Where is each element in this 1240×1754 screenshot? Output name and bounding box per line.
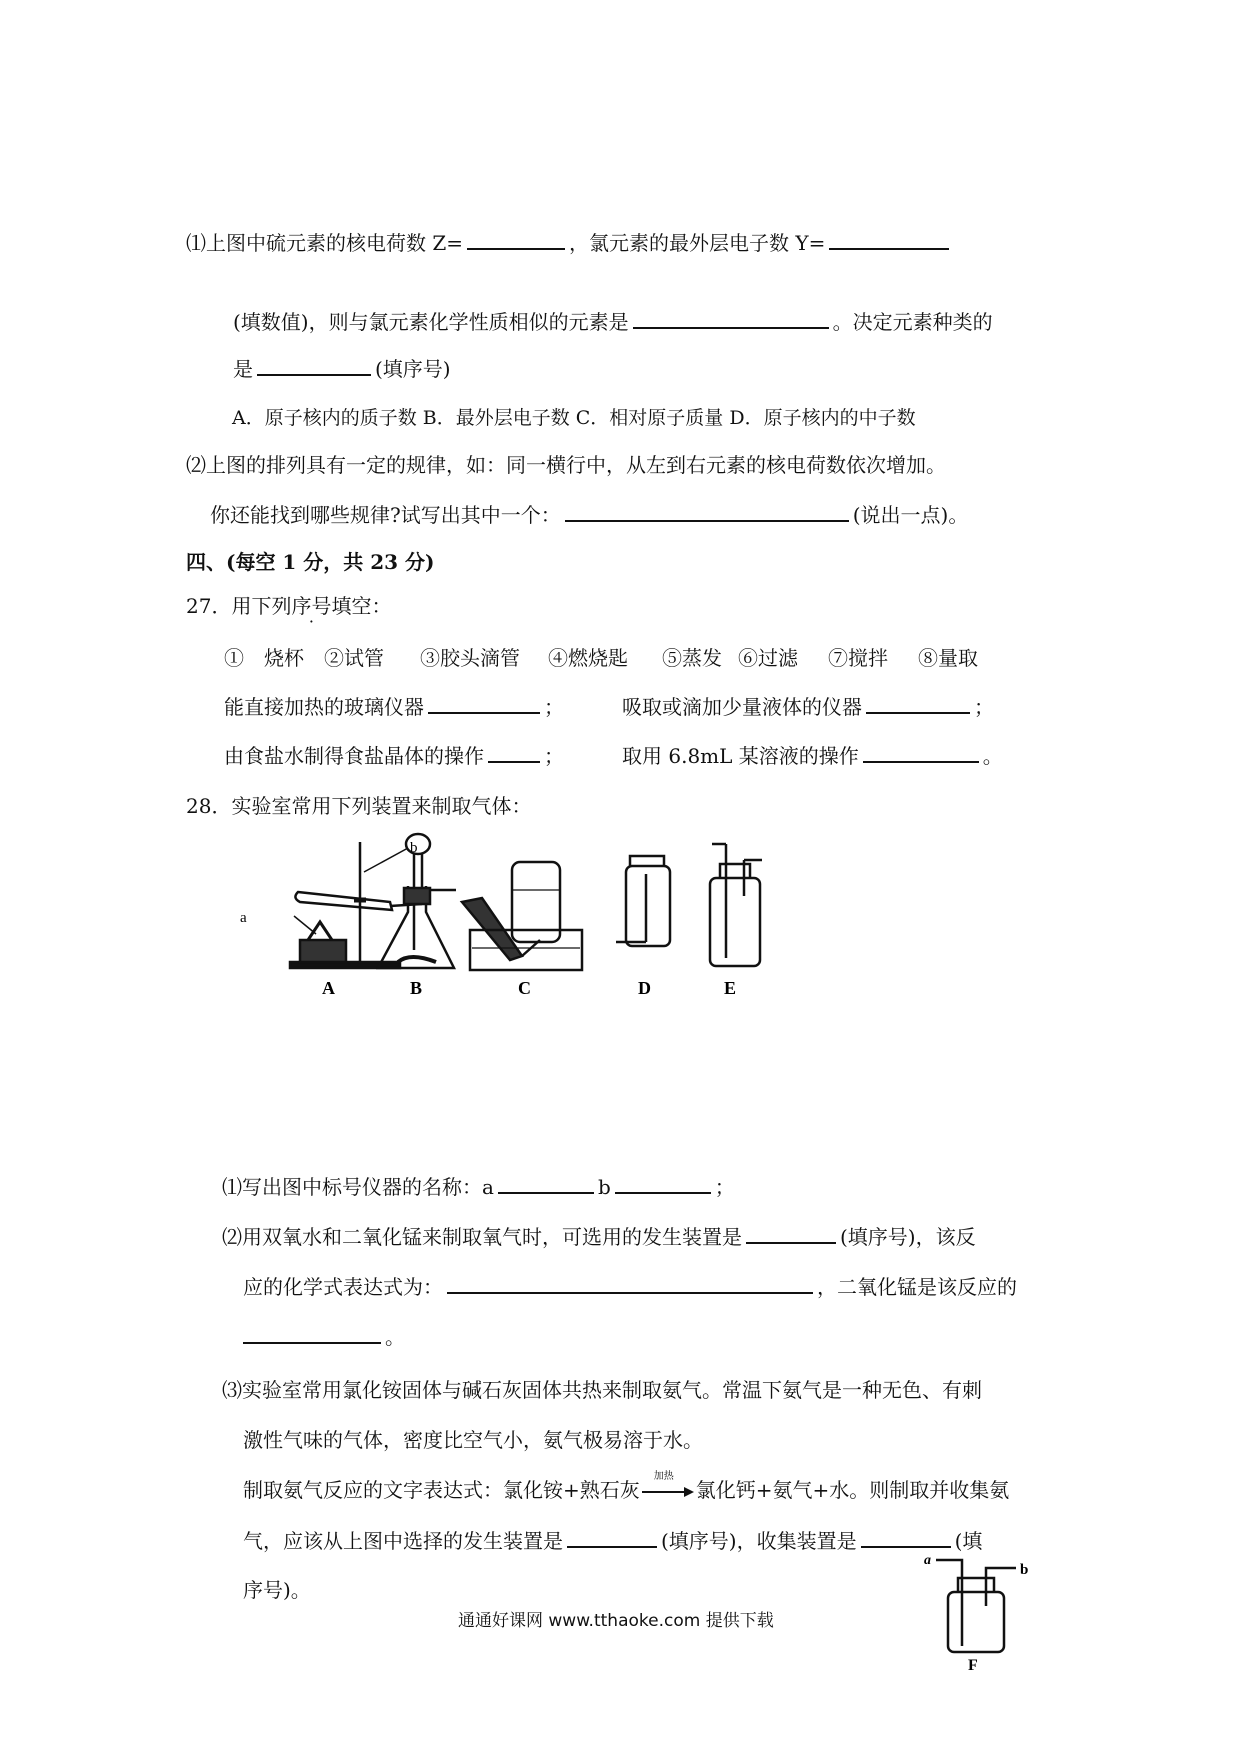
q26-line1 xyxy=(186,228,953,257)
label-e: E xyxy=(724,978,737,998)
heating-arrow xyxy=(640,1471,696,1504)
q27-item: ③胶头滴管 xyxy=(420,646,520,670)
q27-stem xyxy=(186,592,391,620)
apparatus-a xyxy=(290,842,422,968)
q27-item: ⑦搅拌 xyxy=(828,646,888,670)
q27-row1-right xyxy=(622,692,994,721)
answer-blank[interactable] xyxy=(866,692,970,714)
q26-options: A．原子核内的质子数 B．最外层电子数 C．相对原子质量 D．原子核内的中子数 xyxy=(232,407,916,429)
q28-text: ； xyxy=(714,1175,735,1199)
q28-part2-line2 xyxy=(243,1272,1017,1301)
q26-text: (说出一点)。 xyxy=(852,503,969,527)
q27-stem-text: 27．用下列 xyxy=(186,594,292,618)
q27-stem-text: 填空： xyxy=(331,594,392,618)
q27-item: ⑧量取 xyxy=(918,646,978,670)
answer-blank[interactable] xyxy=(488,741,540,763)
q27-text: ； xyxy=(974,695,994,719)
answer-blank[interactable] xyxy=(615,1172,711,1194)
q26-text: 是 xyxy=(233,357,253,381)
q28-part3-line5: 序号)。 xyxy=(243,1578,311,1602)
apparatus-f xyxy=(924,1552,1040,1674)
pointer-b: b xyxy=(410,840,418,856)
answer-blank[interactable] xyxy=(498,1172,594,1194)
apparatus-c xyxy=(462,862,582,970)
q26-line6 xyxy=(210,500,968,529)
apparatus-d xyxy=(616,856,670,946)
q26-line2 xyxy=(233,307,993,336)
q27-item: ① 烧杯 xyxy=(224,646,304,670)
q28-text: 。 xyxy=(385,1325,405,1349)
q28-part3-line2: 激性气味的气体，密度比空气小，氨气极易溶于水。 xyxy=(243,1428,703,1452)
answer-blank[interactable] xyxy=(447,1272,813,1294)
bottle-label-a: a xyxy=(924,1553,931,1568)
answer-blank[interactable] xyxy=(257,354,371,376)
label-d: D xyxy=(638,978,651,998)
answer-blank[interactable] xyxy=(861,1526,951,1548)
bottle-label-b: b xyxy=(1020,1562,1029,1578)
label-b: B xyxy=(410,978,423,998)
q27-text: 吸取或滴加少量液体的仪器 xyxy=(622,695,862,719)
q28-text: 制取氨气反应的文字表达式：氯化铵+熟石灰 xyxy=(243,1478,640,1502)
q27-item: ④燃烧匙 xyxy=(548,646,628,670)
q28-text: 氯化钙+氨气+水。则制取并收集氨 xyxy=(695,1478,1010,1502)
q28-text: 应的化学式表达式为： xyxy=(243,1275,443,1299)
label-c: C xyxy=(518,978,531,998)
q28-stem: 28．实验室常用下列装置来制取气体： xyxy=(186,794,532,818)
answer-blank[interactable] xyxy=(746,1222,836,1244)
q27-text: ； xyxy=(544,695,564,719)
answer-blank[interactable] xyxy=(633,307,829,329)
q26-line5: ⑵上图的排列具有一定的规律，如：同一横行中，从左到右元素的核电荷数依次增加。 xyxy=(186,453,946,477)
q27-text: ； xyxy=(544,744,564,768)
q27-stem-emphasis: 序号 xyxy=(291,594,332,618)
q27-text: 能直接加热的玻璃仪器 xyxy=(224,695,424,719)
q28-part3-line1: ⑶实验室常用氯化铵固体与碱石灰固体共热来制取氨气。常温下氨气是一种无色、有刺 xyxy=(222,1378,982,1402)
q28-text: ，二氧化锰是该反应的 xyxy=(817,1275,1017,1299)
heating-condition: 加热 xyxy=(653,1471,674,1482)
answer-blank[interactable] xyxy=(829,228,949,250)
q26-text: 你还能找到哪些规律?试写出其中一个： xyxy=(210,503,561,527)
answer-blank[interactable] xyxy=(243,1322,381,1344)
q27-text: 取用 6.8mL 某溶液的操作 xyxy=(622,744,859,768)
q28-text: (填 xyxy=(954,1529,983,1553)
apparatus-figure xyxy=(240,830,870,1000)
q28-text: ⑴写出图中标号仪器的名称：a xyxy=(222,1175,494,1199)
q26-text: (填数值)，则与氯元素化学性质相似的元素是 xyxy=(233,310,629,334)
q27-item: ②试管 xyxy=(324,646,384,670)
q28-text: b xyxy=(597,1175,611,1199)
q27-text: 由食盐水制得食盐晶体的操作 xyxy=(224,744,484,768)
q28-text: (填序号)，收集装置是 xyxy=(661,1529,857,1553)
q28-part3-line4 xyxy=(243,1526,982,1555)
answer-blank[interactable] xyxy=(467,228,565,250)
answer-blank[interactable] xyxy=(428,692,540,714)
answer-blank[interactable] xyxy=(567,1526,657,1548)
q26-text: (填序号) xyxy=(375,357,451,381)
q28-text: ⑵用双氧水和二氧化锰来制取氧气时，可选用的发生装置是 xyxy=(222,1225,742,1249)
q26-text: 。决定元素种类的 xyxy=(832,310,993,334)
apparatus-e xyxy=(710,844,762,966)
q28-part2-line1 xyxy=(222,1222,976,1251)
q26-line3 xyxy=(233,354,451,383)
q28-part1 xyxy=(222,1172,735,1201)
q27-items xyxy=(224,644,998,672)
q27-text: 。 xyxy=(982,744,1003,768)
answer-blank[interactable] xyxy=(565,500,849,522)
page-footer: 通通好课网 www.tthaoke.com 提供下载 xyxy=(458,1611,774,1631)
q28-part3-line3 xyxy=(243,1471,1010,1504)
answer-blank[interactable] xyxy=(863,741,979,763)
q28-text: 气，应该从上图中选择的发生装置是 xyxy=(243,1529,563,1553)
q26-text: ⑴上图中硫元素的核电荷数 Z= xyxy=(186,231,464,255)
q26-text: ，氯元素的最外层电子数 Y= xyxy=(569,231,826,255)
q27-item: ⑥过滤 xyxy=(738,646,798,670)
label-a: A xyxy=(322,978,335,998)
q27-item: ⑤蒸发 xyxy=(662,646,722,670)
q27-row2-left xyxy=(224,741,564,770)
q28-part2-line3 xyxy=(243,1322,405,1351)
q27-row1-left xyxy=(224,692,564,721)
bottle-label-f: F xyxy=(968,1657,978,1674)
pointer-a: a xyxy=(240,910,247,926)
section-title: 四、(每空 1 分，共 23 分) xyxy=(186,550,435,574)
q27-row2-right xyxy=(622,741,1003,770)
q28-text: (填序号)，该反 xyxy=(840,1225,976,1249)
